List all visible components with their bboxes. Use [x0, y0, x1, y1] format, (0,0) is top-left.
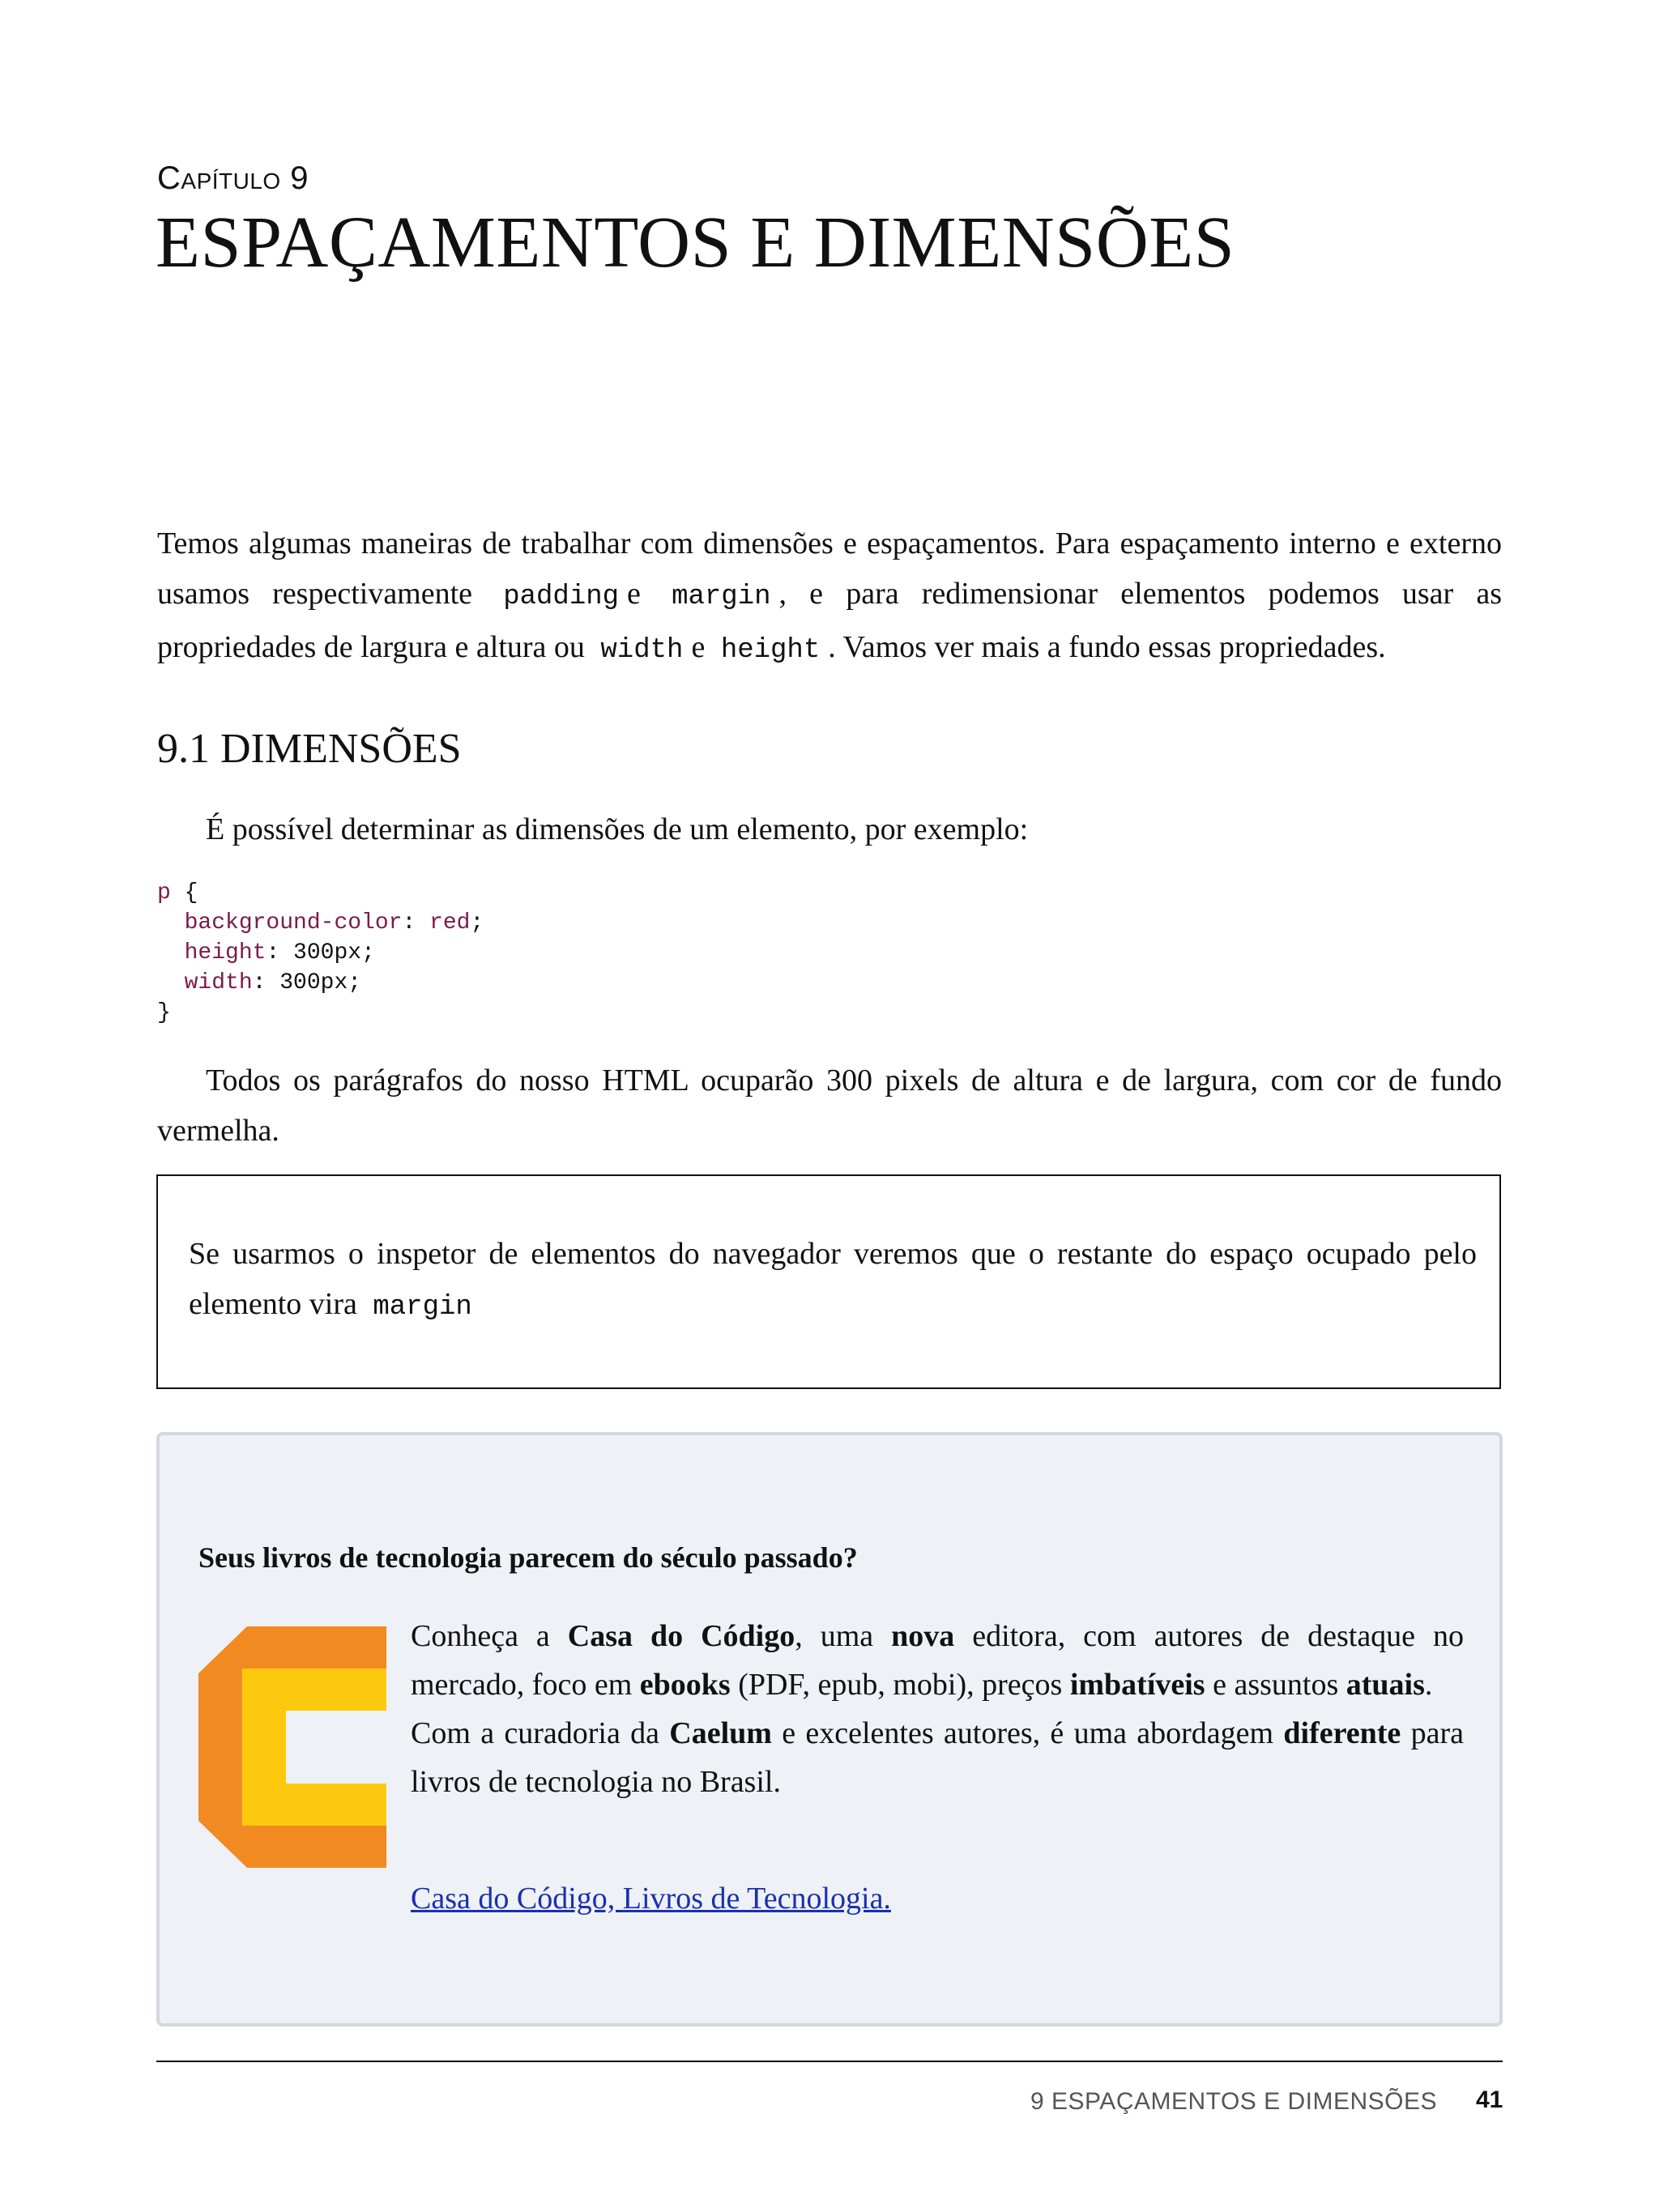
- intro-text-1: Temos algumas maneiras de trabalhar com dimensões e espaçamentos. Para espaçamento interno e externo usamos respectivamente: [157, 526, 1502, 611]
- code-value: red: [429, 910, 471, 936]
- intro-text-4: e: [691, 630, 706, 664]
- tip-text: [189, 1229, 1477, 1332]
- promo-text: e excelentes autores, é uma abordagem: [771, 1716, 1284, 1750]
- code-padding: padding: [503, 582, 620, 612]
- code-margin: margin: [672, 582, 771, 612]
- intro-text-3: , e para redimensionar elementos podemos usar as propriedades de largura e altura ou: [157, 577, 1503, 664]
- promo-text: .: [1424, 1668, 1433, 1702]
- css-code-block: p { background-color: red; height: 300px; width: 300px; }: [157, 880, 484, 1025]
- promo-bold: Casa do Código: [567, 1619, 795, 1653]
- tip-code-margin: margin: [373, 1292, 472, 1323]
- promo-text: e assuntos: [1205, 1668, 1346, 1702]
- code-open-brace: {: [170, 880, 198, 906]
- promo-bold: ebooks: [639, 1668, 731, 1702]
- after-code-paragraph: [157, 1055, 1502, 1156]
- code-prop: width: [184, 970, 253, 995]
- promo-title: Seus livros de tecnologia parecem do século passado?: [198, 1541, 858, 1574]
- code-close-brace: }: [157, 1000, 171, 1025]
- code-value: 300px: [279, 970, 348, 995]
- chapter-label: Capítulo 9: [157, 160, 309, 196]
- code-prop: height: [184, 940, 267, 965]
- promo-bold: Caelum: [669, 1716, 772, 1750]
- code-value: 300px: [293, 940, 362, 965]
- section-title: 9.1 DIMENSÕES: [157, 726, 462, 772]
- promo-text: Com a curadoria da: [411, 1716, 670, 1750]
- promo-box: [156, 1432, 1503, 2027]
- casa-do-codigo-link[interactable]: Casa do Código, Livros de Tecnologia.: [411, 1882, 891, 1916]
- tip-text-body: Se usarmos o inspetor de elementos do navegador veremos que o restante do espaço ocupado pelo elemento vira: [189, 1237, 1477, 1321]
- promo-text: , uma: [795, 1619, 892, 1653]
- promo-bold: atuais: [1346, 1668, 1425, 1702]
- code-selector: p: [157, 880, 171, 906]
- promo-text: editora, com autores de destaque no mercado, foco em: [411, 1619, 1465, 1702]
- promo-body: [411, 1612, 1464, 1806]
- code-height: height: [720, 635, 821, 666]
- footer-divider: [156, 2061, 1503, 2062]
- intro-text-2: e: [627, 577, 641, 611]
- promo-bold: nova: [891, 1619, 955, 1653]
- promo-bold: imbatíveis: [1069, 1668, 1205, 1702]
- promo-bold: diferente: [1283, 1716, 1401, 1750]
- intro-paragraph: [157, 518, 1502, 676]
- after-code-text: Todos os parágrafos do nosso HTML ocuparão 300 pixels de altura e de largura, com cor de fundo vermelha.: [157, 1063, 1502, 1148]
- promo-text: para livros de tecnologia no Brasil.: [411, 1716, 1464, 1799]
- promo-text: Conheça a: [411, 1619, 568, 1653]
- page-number: 41: [1476, 2086, 1503, 2113]
- casa-do-codigo-logo-icon: [198, 1626, 386, 1868]
- logo-inner-shape: [242, 1669, 386, 1826]
- section-lead-text: É possível determinar as dimensões de um elemento, por exemplo:: [206, 812, 1029, 846]
- footer-running-title: 9 ESPAÇAMENTOS E DIMENSÕES: [1030, 2088, 1437, 2115]
- intro-text-5: . Vamos ver mais a fundo essas propriedades.: [828, 630, 1386, 664]
- section-lead: [157, 804, 1502, 855]
- code-prop: background-color: [184, 910, 403, 936]
- chapter-title: ESPAÇAMENTOS E DIMENSÕES: [156, 202, 1235, 283]
- tip-box: [156, 1174, 1501, 1389]
- promo-text: (PDF, epub, mobi), preços: [730, 1668, 1070, 1702]
- logo-outer-shape: [198, 1626, 386, 1868]
- code-width: width: [600, 635, 684, 666]
